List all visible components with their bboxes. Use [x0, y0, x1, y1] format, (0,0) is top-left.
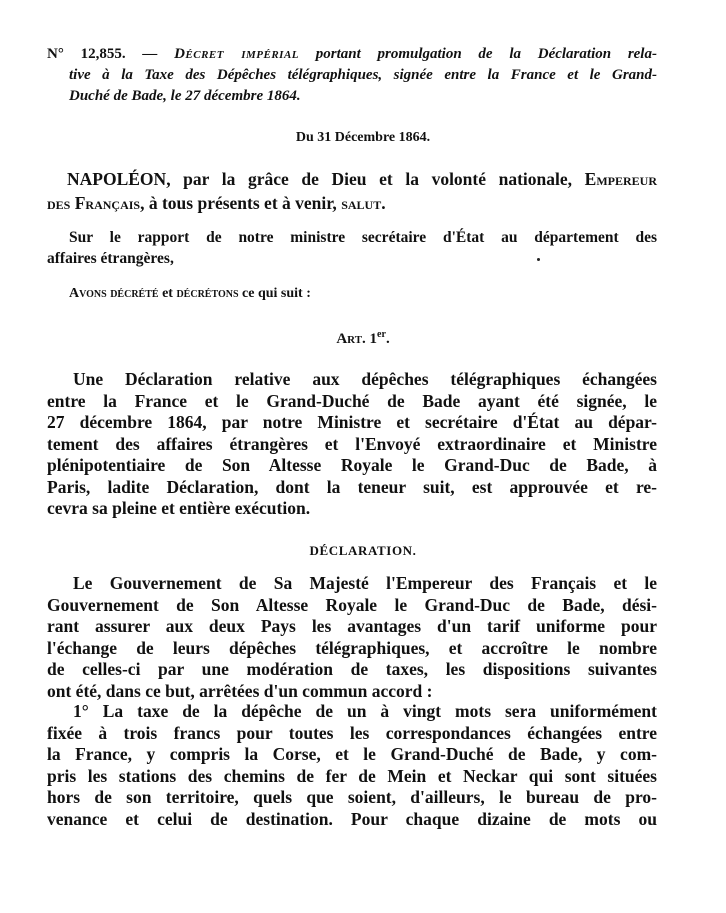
- decree-header: [47, 44, 657, 107]
- preamble: [47, 167, 657, 215]
- clause-1-line: hors de son territoire, quels que soient, d'ailleurs, le bureau de pro-: [47, 787, 657, 807]
- clause-1-line: pris les stations des chemins de fer de Mein et Neckar qui sont situées: [47, 765, 657, 786]
- declaration-line: ont été, dans ce but, arrêtées d'un commun accord :: [47, 680, 433, 701]
- enacting-word-2: décrété: [106, 286, 159, 301]
- decree-type: Décret impérial: [174, 46, 299, 62]
- declaration-line: de celles-ci par une modération de taxes, les dispositions suivantes: [47, 659, 657, 679]
- preamble-text-1: , par la grâce de Dieu et la volonté nationale,: [166, 169, 585, 189]
- clause-1-line: fixée à trois francs pour toutes les correspondances échangées entre: [47, 722, 657, 743]
- declaration-line: Le Gouvernement de Sa Majesté l'Empereur des Français et le: [73, 573, 657, 593]
- declaration-line: l'échange de leurs dépêches télégraphiques, et accroître le nombre: [47, 637, 657, 658]
- report-line-1: Sur le rapport de notre ministre secrétaire d'État au département des: [69, 229, 657, 246]
- preamble-line-2: [47, 191, 657, 215]
- article-label: Art. 1: [336, 331, 378, 347]
- article-line: 27 décembre 1864, par notre Ministre et secrétaire d'État au dépar-: [47, 412, 657, 432]
- decree-header-line-2: tive à la Taxe des Dépêches télégraphiques, signée entre la France et le Grand-: [69, 67, 657, 83]
- article-body: [47, 369, 657, 520]
- clause-1-line: 1° La taxe de la dépêche de un à vingt mots sera uniformément: [73, 701, 657, 721]
- clause-1-line: venance et celui de destination. Pour chaque dizaine de mots ou: [47, 808, 657, 829]
- article-line: Une Déclaration relative aux dépêches télégraphiques échangées: [73, 369, 657, 389]
- decree-header-line-3: Duché de Bade, le 27 décembre 1864.: [69, 88, 301, 104]
- declaration-heading: DÉCLARATION.: [309, 543, 417, 558]
- enacting-clause: [69, 286, 311, 302]
- enacting-word-1: Avons: [69, 286, 107, 301]
- article-line: tement des affaires étrangères et l'Envoyé extraordinaire et Ministre: [47, 433, 657, 454]
- emperor-name: NAPOLÉON: [67, 169, 167, 189]
- article-line: plénipotentiaire de Son Altesse Royale le Grand-Duc de Bade, à: [47, 455, 657, 475]
- decree-number: N° 12,855.: [47, 46, 126, 62]
- decree-date: Du 31 Décembre 1864.: [295, 130, 431, 145]
- report-line-2: affaires étrangères,: [47, 250, 174, 267]
- decree-dash: —: [125, 46, 175, 62]
- declaration-line: rant assurer aux deux Pays les avantages d'un tarif uniforme pour: [47, 616, 657, 636]
- clause-1-line: la France, y compris la Corse, et le Grand-Duché de Bade, y com-: [47, 744, 657, 764]
- declaration-line: Gouvernement de Son Altesse Royale le Grand-Duc de Bade, dési-: [47, 594, 657, 615]
- report-clause: [47, 227, 657, 269]
- enacting-word-5: ce qui suit :: [238, 286, 311, 301]
- article-period: .: [385, 331, 390, 347]
- emperor-title: Empereur: [584, 169, 657, 189]
- article-line: Paris, ladite Déclaration, dont la teneur suit, est approuvée et re-: [47, 476, 657, 497]
- enacting-word-4: décrétons: [176, 286, 239, 301]
- preamble-text-2: , à tous présents et à venir,: [140, 193, 342, 213]
- article-line: cevra sa pleine et entière exécution.: [47, 498, 311, 518]
- decree-title-start: portant promulgation de la Déclaration rela-: [299, 46, 657, 62]
- article-ordinal: er: [377, 329, 386, 340]
- clause-1-body: [47, 701, 657, 830]
- enacting-word-3: et: [158, 286, 177, 301]
- emperor-of: des Français: [47, 193, 141, 213]
- preamble-line-1: [47, 167, 657, 191]
- decree-header-line-1: [47, 44, 657, 65]
- declaration-body: [47, 573, 657, 702]
- print-speck: [537, 258, 540, 261]
- salut: salut.: [341, 193, 386, 213]
- article-line: entre la France et le Grand-Duché de Bade ayant été signée, le: [47, 390, 657, 411]
- article-heading: [0, 329, 726, 348]
